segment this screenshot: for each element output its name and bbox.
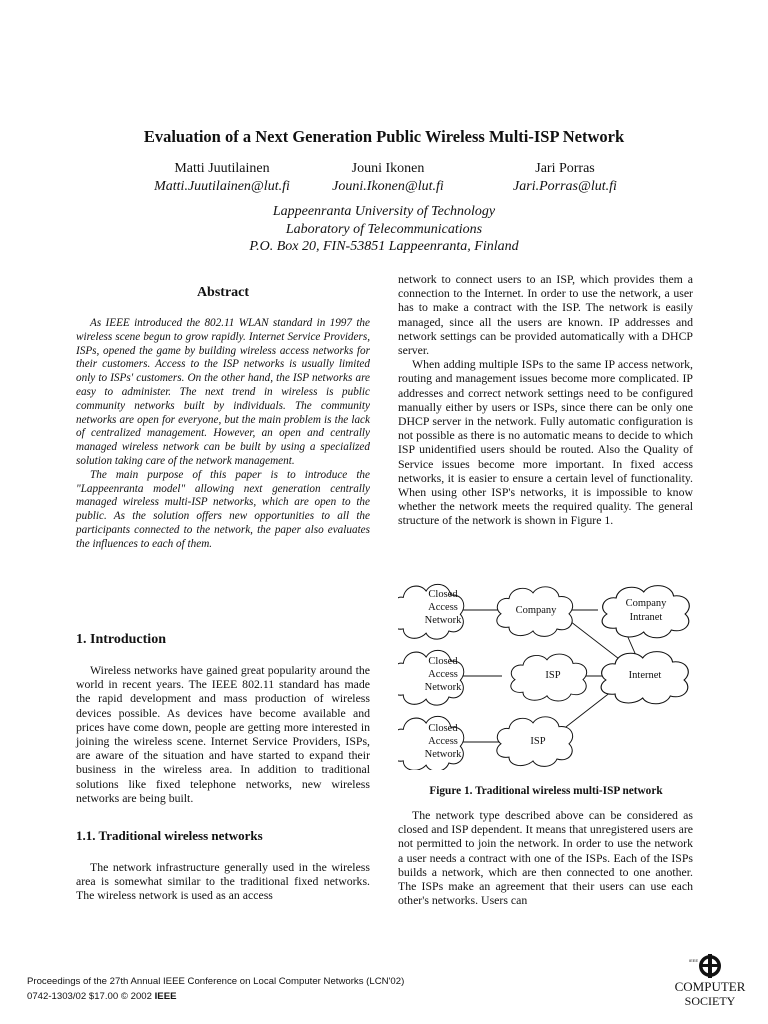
node-label: Network (424, 682, 462, 693)
author-email: Matti.Juutilainen@lut.fi (154, 179, 290, 194)
node-label: Access (428, 736, 458, 747)
node-label: Closed (428, 589, 458, 600)
node-label: Closed (428, 656, 458, 667)
body-paragraph: Wireless networks have gained great popularity around the world in recent years. The IEEE 802.11 standard has made the rapid development and mass production of wireless devices possible. As devices have become available and prices have come down, people are getting more interested in joining the wireless scene. Internet Service Providers, ISPs, are aware of the situation and have started to expand their business in the wireless area. In addition to traditional solutions like fixed telephone networks, new wireless networks are being built. (76, 663, 370, 805)
footer-ieee-brand: IEEE (154, 990, 177, 1002)
section-heading-introduction: 1. Introduction (76, 632, 166, 647)
node-label: Network (424, 615, 462, 626)
body-paragraph: The network type described above can be considered as closed and ISP dependent. It means that unregistered users are not permitted to join the network. In order to use the network a user needs a contract with one of the ISPs. Each of the ISPs builds a network, which are then connected to one another. The ISPs make an agreement that their users can use each other's networks. Users can (398, 808, 693, 908)
logo-small-text: IEEE (689, 958, 699, 963)
introduction-body (76, 663, 370, 805)
affiliation-line: P.O. Box 20, FIN-53851 Lappeenranta, Finland (249, 239, 519, 254)
author-email: Jouni.Ikonen@lut.fi (332, 179, 444, 194)
node-label: Company (515, 605, 557, 616)
node-label: Access (428, 669, 458, 680)
abstract-paragraph: As IEEE introduced the 802.11 WLAN standard in 1997 the wireless scene begun to grow rapidly. Internet Service Providers, ISPs, opened the game by building wireless access networks for their customers. Access to the ISP networks is usually limited only to ISPs' customers. On the other hand, the ISP networks are easy to administer. The next trend in wireless is public community networks built by individuals. The community networks are open for everyone, but the main problem is the lack of centralized management. However, an open and centrally managed wireless network can be built by using a specialized solution taking care of the network management. (76, 317, 370, 467)
footer-copyright (27, 990, 404, 1005)
node-label: Company (625, 598, 667, 609)
node-label: ISP (530, 736, 546, 747)
abstract-paragraph: The main purpose of this paper is to introduce the "Lappeenranta model" allowing next generation centrally managed wireless multi-ISP networks, which are open to the public. As the solution offers new opportunities to all the participants connected to the network, the paper also evaluates the influences to each of them. (76, 468, 370, 550)
node-label: Internet (628, 670, 662, 681)
node-label: Access (428, 602, 458, 613)
logo-computer-text: COMPUTER (674, 979, 746, 994)
footer-proceedings: Proceedings of the 27th Annual IEEE Conference on Local Computer Networks (LCN'02) (27, 976, 405, 987)
footer-copyright-text: 0742-1303/02 $17.00 © 2002 (27, 990, 155, 1002)
author-3 (465, 160, 665, 196)
author-email: Jari.Porras@lut.fi (513, 179, 617, 194)
author-name: Jari Porras (535, 161, 595, 176)
node-label: Network (424, 749, 462, 760)
paper-title: Evaluation of a Next Generation Public Wireless Multi-ISP Network (143, 127, 625, 146)
author-name: Jouni Ikonen (351, 161, 425, 176)
figure-caption: Figure 1. Traditional wireless multi-ISP network (429, 785, 663, 797)
body-paragraph: The network infrastructure generally used in the wireless area is somewhat similar to the traditional fixed networks. The wireless network is used as an access (76, 860, 370, 903)
subsection-heading: 1.1. Traditional wireless networks (76, 828, 263, 843)
affiliation-line: Laboratory of Telecommunications (285, 221, 483, 237)
node-label: ISP (545, 670, 561, 681)
ieee-computer-society-logo (660, 952, 760, 1012)
figure-network-diagram (398, 580, 698, 770)
right-column-body-top (398, 272, 693, 528)
node-label: Closed (428, 723, 458, 734)
abstract-body (76, 317, 370, 552)
author-2 (288, 160, 488, 196)
body-paragraph: network to connect users to an ISP, which provides them a connection to the Internet. In order to use the network, a user has to make a contract with the ISP. The network is easily managed, since all the users are known. IP addresses and network settings can be provided automatically with a DHCP server. (398, 272, 693, 358)
right-column-body-bottom (398, 808, 693, 907)
affiliation (0, 203, 768, 256)
node-label: Intranet (629, 612, 663, 623)
affiliation-line: Lappeenranta University of Technology (272, 204, 496, 219)
page-footer (27, 975, 404, 1004)
body-paragraph: When adding multiple ISPs to the same IP access network, routing and management issues become more complicated. IP addresses and correct network settings need to be configured manually either by users or ISPs, since there can be only one DHCP server in the network. Fully automatic configuration is not possible as there is no automatic means to decide to which ISP unidentified users should be routed. Also the Quality of Service issues become more important. In fixed access networks, it is easier to ensure a certain level of functionality. When using other ISP's networks, it is impossible to know whether the network meets the required quality. The general structure of the network is shown in Figure 1. (398, 357, 693, 528)
author-name: Matti Juutilainen (174, 161, 270, 176)
logo-society-text: SOCIETY (684, 994, 736, 1008)
logo-emblem-icon (699, 954, 721, 978)
subsection-body (76, 860, 370, 903)
abstract-heading: Abstract (196, 285, 250, 300)
